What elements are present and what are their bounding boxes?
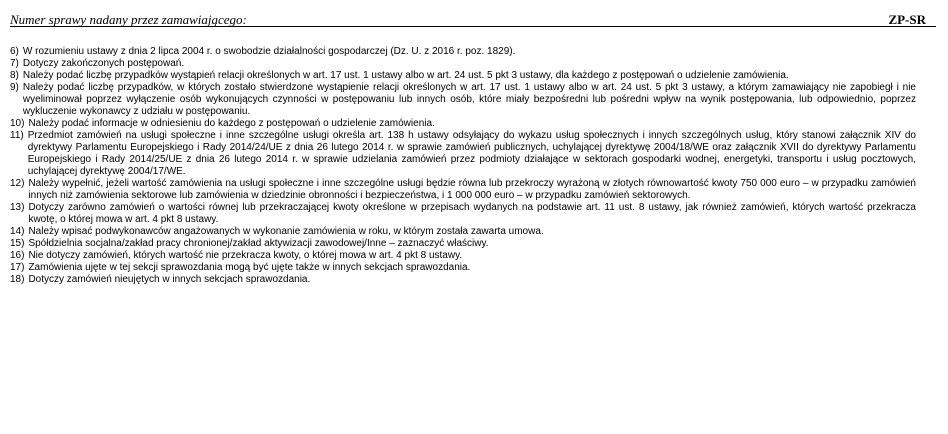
footnote-text: W rozumieniu ustawy z dnia 2 lipca 2004 r. o swobodzie działalności gospodarczej (Dz. U. z 2016 r. poz. 1829).	[22, 46, 516, 57]
footnote-text: Dotyczy zarówno zamówień o wartości równej lub przekraczającej kwoty określone w przepisach wydanych na podstawie art. 11 ust. 8 ustawy, jak również zamówień, których wartość przekracza kwotę, o której mowa w art. 4 pkt 8 ustawy.	[28, 202, 916, 225]
footnote-17	[10, 262, 916, 274]
footnote-7	[10, 58, 916, 70]
footnote-number: 9)	[10, 82, 19, 93]
footnote-12	[10, 178, 916, 202]
footnote-text: Należy wypełnić, jeżeli wartość zamówienia na usługi społeczne i inne szczególne usługi będzie równa lub przekroczy wyrażoną w złotych równowartość kwoty 750 000 euro – w przypadku zamówień innych niż zamówienia sektorowe lub zamówienia w dziedzinie obronności i bezpieczeństwa, i 1 000 000 euro – w przypadku zamówień sektorowych.	[28, 178, 916, 201]
footnote-number: 16)	[10, 250, 25, 261]
footnote-number: 12)	[10, 178, 25, 189]
footnote-6	[10, 46, 916, 58]
footnote-text: Należy podać informacje w odniesieniu do każdego z postępowań o udzielenie zamówienia.	[28, 118, 435, 129]
footnote-13	[10, 202, 916, 226]
footnote-text: Przedmiot zamówień na usługi społeczne i inne szczególne usługi określa art. 138 h ustawy odsyłający do wykazu usług społecznych i innych szczególnych usług, który stanowi załącznik XIV do dyrektywy Parlamentu Europejskiego i Rady 2014/24/UE z dnia 26 lutego 2014 r. w sprawie zamówień publicznych, uchylającej dyrektywę 2004/18/WE oraz załącznik XVII do dyrektywy Parlamentu Europejskiego i Rady 2014/25/UE z dnia 26 lutego 2014 r. w sprawie udzielania zamówień przez podmioty działające w sektorach gospodarki wodnej, energetyki, transportu i usług pocztowych, uchylającej dyrektywę 2004/17/WE.	[27, 130, 916, 177]
form-code: ZP-SR	[888, 12, 926, 27]
footnote-number: 7)	[10, 58, 19, 69]
footnote-8	[10, 70, 916, 82]
footnote-text: Należy podać liczbę przypadków, w których zostało stwierdzone wystąpienie relacji określonych w art. 17 ust. 1 ustawy albo w art. 24 ust. 5 pkt 3 ustawy, a którym zamawiający nie zapobiegł i nie wyeliminował poprzez wyłączenie osób wykonujących czynności w postępowaniu lub innych osób, które miały bezpośredni lub pośredni wpływ na wynik postępowania, lub odpowiednio, poprzez wykluczenie wykonawcy z udziału w postępowaniu.	[22, 82, 916, 117]
footnote-14	[10, 226, 916, 238]
footnote-text: Dotyczy zakończonych postępowań.	[22, 58, 185, 69]
footnote-number: 17)	[10, 262, 25, 273]
footnote-18	[10, 274, 916, 286]
footnote-16	[10, 250, 916, 262]
footnote-number: 14)	[10, 226, 25, 237]
footnote-number: 11)	[10, 130, 24, 141]
footnote-text: Spółdzielnia socjalna/zakład pracy chronionej/zakład aktywizacji zawodowej/Inne – zaznaczyć właściwy.	[28, 238, 489, 249]
footnote-number: 13)	[10, 202, 25, 213]
footnotes-list	[10, 46, 916, 286]
footnote-text: Należy podać liczbę przypadków wystąpień relacji określonych w art. 17 ust. 1 ustawy albo w art. 24 ust. 5 pkt 3 ustawy, dla każdego z postępowań o udzielenie zamówienia.	[22, 70, 789, 81]
footnote-number: 6)	[10, 46, 19, 57]
case-number-label: Numer sprawy nadany przez zamawiającego:	[10, 12, 247, 27]
footnote-15	[10, 238, 916, 250]
footnote-number: 8)	[10, 70, 19, 81]
footnote-number: 10)	[10, 118, 25, 129]
page-header	[10, 4, 936, 27]
footnote-text: Dotyczy zamówień nieujętych w innych sekcjach sprawozdania.	[28, 274, 311, 285]
footnote-11	[10, 130, 916, 178]
footnote-text: Zamówienia ujęte w tej sekcji sprawozdania mogą być ujęte także w innych sekcjach sprawozdania.	[28, 262, 471, 273]
footnote-text: Należy wpisać podwykonawców angażowanych w wykonanie zamówienia w roku, w którym została zawarta umowa.	[28, 226, 544, 237]
footnote-10	[10, 118, 916, 130]
footnote-9	[10, 82, 916, 118]
footnote-number: 15)	[10, 238, 25, 249]
footnote-text: Nie dotyczy zamówień, których wartość nie przekracza kwoty, o której mowa w art. 4 pkt 8 ustawy.	[28, 250, 463, 261]
footnote-number: 18)	[10, 274, 25, 285]
